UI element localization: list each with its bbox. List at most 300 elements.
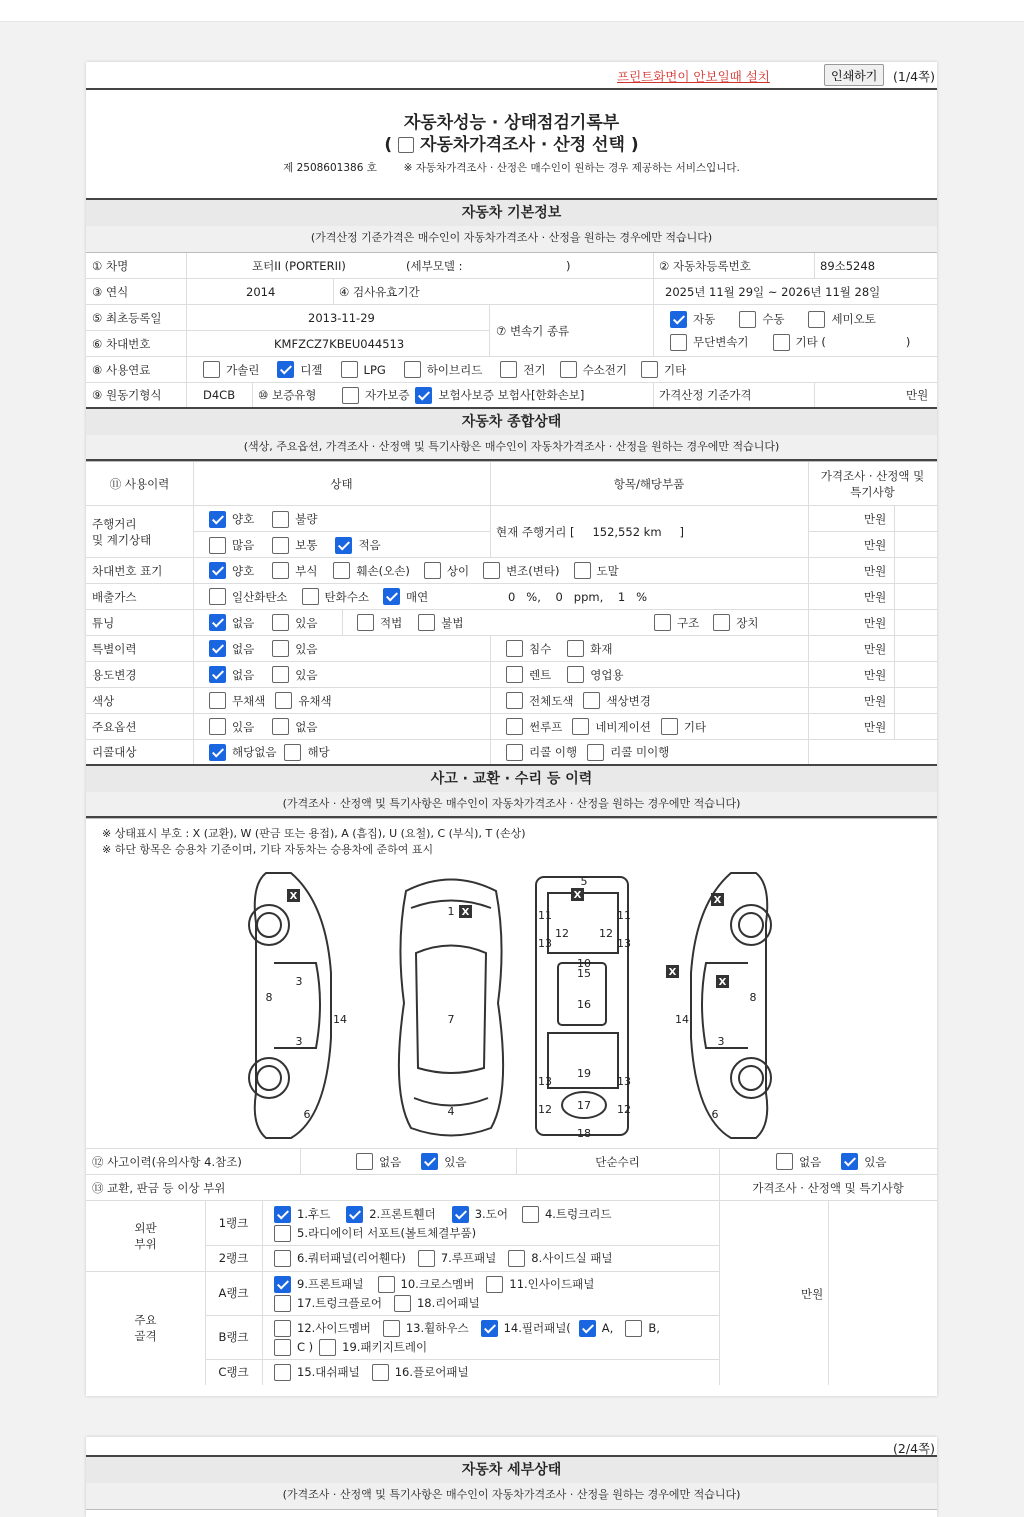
part-crossmember-checkbox[interactable] xyxy=(378,1276,395,1293)
svg-text:X: X xyxy=(289,891,298,902)
install-print-link[interactable]: 프린트화면이 안보일때 설치 xyxy=(617,69,770,84)
diag-label-15: 15 xyxy=(577,967,591,980)
part-crossmember-label: 10.크로스멤버 xyxy=(400,1277,475,1291)
diag-label-3a: 3 xyxy=(295,975,303,988)
emission-label: 배출가스 xyxy=(92,589,137,604)
pillar-c-checkbox[interactable] xyxy=(274,1339,291,1356)
doc-number: 제 2508601386 호 xyxy=(283,162,377,174)
part-insidepanel-label: 11.인사이드패널 xyxy=(509,1277,595,1291)
simple-exists-checkbox[interactable] xyxy=(841,1153,858,1170)
rankA-label: A랭크 xyxy=(218,1286,249,1300)
col-item: 항목/해당부품 xyxy=(613,476,685,491)
report-page-1 xyxy=(86,62,937,1396)
overall-title: 자동차 종합상태 xyxy=(461,414,562,430)
meter-bad-label: 불량 xyxy=(295,512,318,526)
part-radiator-label: 5.라디에이터 서포트(볼트체결부품) xyxy=(297,1226,477,1240)
part-pillar-label: 14.필러패널( xyxy=(503,1321,571,1335)
mileage-few-label: 적음 xyxy=(358,538,381,552)
part-quarter-checkbox[interactable] xyxy=(274,1250,291,1267)
hc-checkbox[interactable] xyxy=(302,588,319,605)
top-bar xyxy=(0,0,1024,22)
overall-col-header xyxy=(86,462,937,506)
first-reg-value: 2013-11-29 xyxy=(308,311,375,325)
svg-text:X: X xyxy=(718,977,727,988)
tuning-exists-checkbox[interactable] xyxy=(272,614,289,631)
special-exists-label: 있음 xyxy=(295,641,318,656)
svg-text:X: X xyxy=(713,895,722,906)
pillar-b-label: B, xyxy=(648,1321,660,1335)
mileage-many-label: 많음 xyxy=(232,538,255,552)
part-rearpanel-label: 18.리어패널 xyxy=(416,1296,480,1310)
diag-label-7: 7 xyxy=(447,1013,455,1026)
col-history: ⑪ 사용이력 xyxy=(109,476,170,491)
recall-yes-label: 해당 xyxy=(307,745,330,759)
legend-note: ※ 상태표시 부호 : X (교환), W (판금 또는 용접), A (흠집), U (요철), C (부식), T (손상) xyxy=(102,827,526,840)
mileage-many-checkbox[interactable] xyxy=(209,537,226,554)
outer-label: 외판 xyxy=(134,1221,157,1235)
detail-header xyxy=(86,1457,937,1510)
diag-label-13a: 13 xyxy=(538,937,552,950)
options-etc-checkbox[interactable] xyxy=(661,718,678,735)
part-floor-checkbox[interactable] xyxy=(372,1364,389,1381)
col-price: 가격조사 · 산정액 및 xyxy=(820,468,925,483)
tuning-structure-checkbox[interactable] xyxy=(654,614,671,631)
trans-cvt-label: 무단변속기 xyxy=(693,335,749,349)
emission-values: 0 %, 0 ppm, 1 % xyxy=(508,589,648,604)
fuel-electric-label: 전기 xyxy=(523,362,546,377)
row-engine xyxy=(86,383,937,409)
diag-label-13c: 13 xyxy=(538,1075,552,1088)
recall-done-label: 리콜 이행 xyxy=(529,745,578,759)
mileage-few-checkbox[interactable] xyxy=(335,537,352,554)
fuel-hydrogen-label: 수소전기 xyxy=(582,362,628,377)
current-mileage-value: 152,552 km xyxy=(592,524,662,539)
row-usage xyxy=(86,662,937,688)
title-sub-text: 자동차가격조사 · 산정 선택 xyxy=(420,135,625,155)
trans-auto-checkbox[interactable] xyxy=(670,311,687,328)
row-options xyxy=(86,714,937,740)
business-checkbox[interactable] xyxy=(567,666,584,683)
options-label: 주요옵션 xyxy=(92,719,137,734)
pillar-a-checkbox[interactable] xyxy=(579,1320,596,1337)
overall-subtitle: (색상, 주요옵션, 가격조사 · 산정액 및 특기사항은 매수인이 자동차가격조사 · 산정을 원하는 경우에만 적습니다) xyxy=(86,435,937,461)
diag-label-14a: 14 xyxy=(333,1013,347,1026)
recall-not-checkbox[interactable] xyxy=(587,744,604,761)
first-reg-label: ⑤ 최초등록일 xyxy=(92,311,162,325)
accident-none-label: 없음 xyxy=(379,1154,402,1169)
row-accident-history xyxy=(86,1149,937,1175)
diag-label-10: 10 xyxy=(577,957,591,970)
inspection-label: ④ 검사유효기간 xyxy=(339,284,420,299)
diag-label-3c: 3 xyxy=(717,1035,725,1048)
row-vin-mark xyxy=(86,558,937,584)
basic-info-header xyxy=(86,200,937,253)
diag-label-12b: 12 xyxy=(599,927,613,940)
options-price-unit: 만원 xyxy=(864,719,887,734)
part-pillar-checkbox[interactable] xyxy=(481,1320,498,1337)
row-mileage xyxy=(86,506,937,558)
part-insidepanel-checkbox[interactable] xyxy=(486,1276,503,1293)
part-door-label: 3.도어 xyxy=(474,1207,508,1221)
page2-number: (2/4쪽) xyxy=(893,1441,935,1456)
overall-header xyxy=(86,409,937,462)
usage-exists-checkbox[interactable] xyxy=(272,666,289,683)
color-change-label: 색상변경 xyxy=(606,693,651,708)
row-emission xyxy=(86,584,937,610)
part-radiator-checkbox[interactable] xyxy=(274,1225,291,1242)
model-close: ) xyxy=(566,258,571,273)
vin-price-unit: 만원 xyxy=(864,563,887,578)
part-frontpanel-checkbox[interactable] xyxy=(274,1276,291,1293)
col-price-2: 특기사항 xyxy=(850,484,895,499)
trans-etc-label: 기타 ( xyxy=(795,335,826,349)
vin-damaged-checkbox[interactable] xyxy=(333,562,350,579)
simple-none-checkbox[interactable] xyxy=(776,1153,793,1170)
fuel-label: ⑧ 사용연료 xyxy=(92,362,151,377)
part-dash-label: 15.대쉬패널 xyxy=(297,1365,360,1379)
fire-label: 화재 xyxy=(590,641,613,656)
detail-title: 자동차 세부상태 xyxy=(461,1462,562,1478)
diag-label-19: 19 xyxy=(577,1067,591,1080)
trans-semi-checkbox[interactable] xyxy=(808,311,825,328)
flood-label: 침수 xyxy=(529,641,552,656)
regno-value: 89소5248 xyxy=(820,258,876,273)
diag-label-4: 4 xyxy=(447,1105,455,1118)
sunroof-checkbox[interactable] xyxy=(506,718,523,735)
part-sidesill-label: 8.사이드실 패널 xyxy=(531,1251,613,1265)
page2-toolbar xyxy=(86,1437,937,1457)
warranty-ins-value: 한화손보 xyxy=(535,388,580,402)
color-price-unit: 만원 xyxy=(864,693,887,708)
basic-info-subtitle: (가격산정 기준가격은 매수인이 자동차가격조사 · 산정을 원하는 경우에만 적습니다) xyxy=(86,226,937,252)
part-trunk-checkbox[interactable] xyxy=(522,1206,539,1223)
car-diagram xyxy=(86,863,937,1153)
tuning-device-label: 장치 xyxy=(736,615,759,630)
tuning-label: 튜닝 xyxy=(92,615,115,630)
year-label: ③ 연식 xyxy=(92,284,129,299)
warranty-ins-label: 보험사보증 보험사[ xyxy=(438,388,536,402)
special-none-checkbox[interactable] xyxy=(209,640,226,657)
mileage-normal-label: 보통 xyxy=(295,538,318,552)
usage-exists-label: 있음 xyxy=(295,667,318,682)
recall-label: 리콜대상 xyxy=(92,745,137,759)
meter-bad-checkbox[interactable] xyxy=(272,511,289,528)
part-sidemember-checkbox[interactable] xyxy=(274,1320,291,1337)
year-value: 2014 xyxy=(246,284,276,299)
usage-price-unit: 만원 xyxy=(864,667,887,682)
trans-cvt-checkbox[interactable] xyxy=(670,334,687,351)
pillar-b-checkbox[interactable] xyxy=(625,1320,642,1337)
business-label: 영업용 xyxy=(590,667,624,682)
vin-diff-label: 상이 xyxy=(446,563,470,578)
special-none-label: 없음 xyxy=(232,641,255,656)
part-quarter-label: 6.쿼터패널(리어휀다) xyxy=(297,1251,406,1265)
recall-done-checkbox[interactable] xyxy=(506,744,523,761)
part-fender-checkbox[interactable] xyxy=(346,1206,363,1223)
fuel-gasoline-checkbox[interactable] xyxy=(203,361,220,378)
special-exists-checkbox[interactable] xyxy=(272,640,289,657)
rankC-label: C랭크 xyxy=(218,1365,249,1379)
diag-label-5: 5 xyxy=(580,875,588,888)
chromatic-label: 유채색 xyxy=(298,693,332,708)
options-exists-label: 있음 xyxy=(232,719,255,734)
diag-label-14b: 14 xyxy=(675,1013,689,1026)
part-hood-checkbox[interactable] xyxy=(274,1206,291,1223)
pillar-c-label: C ) xyxy=(297,1340,314,1354)
current-mileage-close: ] xyxy=(679,524,685,539)
parts-price-unit: 만원 xyxy=(801,1287,824,1301)
chromatic-checkbox[interactable] xyxy=(275,692,292,709)
price-check-checkbox[interactable] xyxy=(398,137,414,153)
diag-label-13d: 13 xyxy=(617,1075,631,1088)
svg-text:X: X xyxy=(668,967,677,978)
part-frontpanel-label: 9.프론트패널 xyxy=(297,1277,364,1291)
page-toolbar xyxy=(86,62,937,88)
simple-exists-label: 있음 xyxy=(864,1154,887,1169)
fuel-hybrid-checkbox[interactable] xyxy=(404,361,421,378)
model-label: (세부모델 : xyxy=(406,258,463,273)
part-package-checkbox[interactable] xyxy=(319,1339,336,1356)
tuning-device-checkbox[interactable] xyxy=(713,614,730,631)
parts-table xyxy=(86,1201,937,1385)
emission-price-unit: 만원 xyxy=(864,589,887,604)
diag-label-13b: 13 xyxy=(617,937,631,950)
paren-open: ( xyxy=(384,135,393,155)
options-none-checkbox[interactable] xyxy=(272,718,289,735)
recall-not-label: 리콜 미이행 xyxy=(610,745,670,759)
fuel-electric-checkbox[interactable] xyxy=(500,361,517,378)
main-label-2: 골격 xyxy=(134,1329,157,1343)
part-rearpanel-checkbox[interactable] xyxy=(394,1295,411,1312)
recall-na-label: 해당없음 xyxy=(232,745,277,759)
row-car-name xyxy=(86,253,937,279)
trans-manual-checkbox[interactable] xyxy=(739,311,756,328)
fuel-diesel-checkbox[interactable] xyxy=(277,361,294,378)
warranty-self-checkbox[interactable] xyxy=(342,387,359,404)
standard-note: ※ 하단 항목은 승용차 기준이며, 기타 자동차는 승용차에 준하여 표시 xyxy=(102,843,434,856)
diag-label-1: 1 xyxy=(447,905,455,918)
usage-none-label: 없음 xyxy=(232,667,255,682)
part-trunk-label: 4.트렁크리드 xyxy=(544,1207,612,1221)
diag-label-6b: 6 xyxy=(711,1108,719,1121)
fuel-lpg-checkbox[interactable] xyxy=(341,361,358,378)
title-sub xyxy=(86,130,937,155)
diag-label-17: 17 xyxy=(577,1099,591,1112)
doc-note: ※ 자동차가격조사 · 산정은 매수인이 원하는 경우 제공하는 서비스입니다. xyxy=(403,162,740,174)
vin-stolen-label: 도말 xyxy=(596,563,619,578)
current-mileage-label: 현재 주행거리 [ xyxy=(496,524,575,539)
special-label: 특별이력 xyxy=(92,641,137,656)
diag-label-11b: 11 xyxy=(617,909,631,922)
car-name-value: 포터II (PORTERII) xyxy=(252,258,346,273)
fire-checkbox[interactable] xyxy=(567,640,584,657)
options-none-label: 없음 xyxy=(295,719,318,734)
vin-stolen-checkbox[interactable] xyxy=(574,562,591,579)
part-roof-label: 7.루프패널 xyxy=(440,1251,497,1265)
mileage-label-1: 주행거리 xyxy=(92,516,137,531)
navi-checkbox[interactable] xyxy=(572,718,589,735)
col-state: 상태 xyxy=(330,476,353,491)
svg-text:X: X xyxy=(573,890,582,901)
vin-label: ⑥ 차대번호 xyxy=(92,337,151,351)
full-paint-checkbox[interactable] xyxy=(506,692,523,709)
part-roof-checkbox[interactable] xyxy=(418,1250,435,1267)
vin-good-label: 양호 xyxy=(232,563,255,578)
options-exists-checkbox[interactable] xyxy=(209,718,226,735)
color-change-checkbox[interactable] xyxy=(583,692,600,709)
fuel-gasoline-label: 가솔린 xyxy=(226,362,260,377)
regno-label: ② 자동차등록번호 xyxy=(659,258,751,273)
recall-yes-checkbox[interactable] xyxy=(284,744,301,761)
rank2-label: 2랭크 xyxy=(218,1251,249,1265)
diag-label-12d: 12 xyxy=(617,1103,631,1116)
diag-label-11a: 11 xyxy=(538,909,552,922)
fuel-etc-checkbox[interactable] xyxy=(641,361,658,378)
paren-close: ) xyxy=(630,135,639,155)
doc-number-line xyxy=(86,160,937,175)
tuning-legal-label: 적법 xyxy=(380,615,403,630)
parts-label: ⑬ 교환, 판금 등 이상 부위 xyxy=(92,1180,226,1195)
vin-rust-checkbox[interactable] xyxy=(272,562,289,579)
co-label: 일산화탄소 xyxy=(232,589,288,604)
row-firstreg-vin xyxy=(86,305,937,357)
fuel-lpg-label: LPG xyxy=(363,362,386,377)
hc-label: 탄화수소 xyxy=(324,589,369,604)
tuning-exists-label: 있음 xyxy=(295,615,318,630)
rank1-label: 1랭크 xyxy=(218,1216,249,1230)
outer-label-2: 부위 xyxy=(134,1237,157,1251)
base-price-label: 가격산정 기준가격 xyxy=(659,388,752,402)
tuning-none-label: 없음 xyxy=(232,615,255,630)
trans-auto-label: 자동 xyxy=(693,312,716,326)
vin-rust-text: 부식 xyxy=(295,563,318,578)
basic-info-title: 자동차 기본정보 xyxy=(461,205,562,221)
meter-good-checkbox[interactable] xyxy=(209,511,226,528)
sunroof-label: 썬루프 xyxy=(529,719,563,734)
row-fuel xyxy=(86,357,937,383)
vin-good-checkbox[interactable] xyxy=(209,562,226,579)
options-etc-label: 기타 xyxy=(683,719,707,734)
recall-na-checkbox[interactable] xyxy=(209,744,226,761)
part-trunkfloor-label: 17.트렁크플로어 xyxy=(297,1296,382,1310)
rent-checkbox[interactable] xyxy=(506,666,523,683)
diag-label-18: 18 xyxy=(577,1127,591,1140)
vin-diff-checkbox[interactable] xyxy=(424,562,441,579)
row-special xyxy=(86,636,937,662)
print-button[interactable]: 인쇄하기 xyxy=(824,64,884,86)
exchange-marks xyxy=(287,888,729,988)
achromatic-checkbox[interactable] xyxy=(209,692,226,709)
report-title xyxy=(86,88,937,200)
row-recall xyxy=(86,740,937,766)
fuel-etc-label: 기타 xyxy=(664,362,687,377)
part-fender-label: 2.프론트휀더 xyxy=(369,1207,436,1221)
trans-etc-checkbox[interactable] xyxy=(773,334,790,351)
part-door-checkbox[interactable] xyxy=(452,1206,469,1223)
diag-label-3b: 3 xyxy=(295,1035,303,1048)
tuning-illegal-checkbox[interactable] xyxy=(418,614,435,631)
part-wheelhouse-label: 13.휠하우스 xyxy=(405,1321,469,1335)
warranty-close: ] xyxy=(579,388,585,402)
vin-altered-checkbox[interactable] xyxy=(483,562,500,579)
title-main: 자동차성능 · 상태점검기록부 xyxy=(403,113,620,133)
trans-etc-close: ) xyxy=(905,335,911,349)
part-floor-label: 16.플로어패널 xyxy=(394,1365,469,1379)
special-price-unit: 만원 xyxy=(864,641,887,656)
diag-label-12c: 12 xyxy=(538,1103,552,1116)
car-diagram-area xyxy=(86,819,937,1149)
usage-none-checkbox[interactable] xyxy=(209,666,226,683)
warranty-label: ⑩ 보증유형 xyxy=(258,388,317,402)
transmission-label: ⑦ 변속기 종류 xyxy=(496,323,570,338)
achromatic-label: 무채색 xyxy=(232,693,266,708)
accident-subtitle: (가격조사 · 산정액 및 특기사항은 매수인이 자동차가격조사 · 산정을 원하는 경우에만 적습니다) xyxy=(86,792,937,818)
tuning-price-unit: 만원 xyxy=(864,615,887,630)
part-sidesill-checkbox[interactable] xyxy=(508,1250,525,1267)
tuning-illegal-label: 불법 xyxy=(441,615,464,630)
warranty-ins-checkbox[interactable] xyxy=(415,387,432,404)
page-number: (1/4쪽) xyxy=(893,69,935,84)
accident-exists-label: 있음 xyxy=(444,1154,467,1169)
accident-title: 사고 · 교환 · 수리 등 이력 xyxy=(430,771,593,787)
main-label: 주요 xyxy=(134,1313,157,1327)
smoke-label: 매연 xyxy=(405,589,429,604)
part-wheelhouse-checkbox[interactable] xyxy=(383,1320,400,1337)
warranty-self-label: 자가보증 xyxy=(365,388,410,402)
part-hood-label: 1.후드 xyxy=(297,1207,331,1221)
fuel-hydrogen-checkbox[interactable] xyxy=(560,361,577,378)
trans-semi-label: 세미오토 xyxy=(831,312,876,326)
accident-header xyxy=(86,766,937,819)
row-year xyxy=(86,279,937,305)
mileage-price-unit-2: 만원 xyxy=(864,538,887,552)
accident-none-checkbox[interactable] xyxy=(356,1153,373,1170)
rent-label: 렌트 xyxy=(529,667,552,682)
full-paint-label: 전체도색 xyxy=(529,693,574,708)
color-label: 색상 xyxy=(92,693,115,708)
smoke-checkbox[interactable] xyxy=(383,588,400,605)
vin-damaged-label: 훼손(오손) xyxy=(356,563,410,578)
engine-label: ⑨ 원동기형식 xyxy=(92,388,162,402)
part-trunkfloor-checkbox[interactable] xyxy=(274,1295,291,1312)
diag-label-16: 16 xyxy=(577,998,591,1011)
diag-label-6a: 6 xyxy=(303,1108,311,1121)
accident-exists-checkbox[interactable] xyxy=(421,1153,438,1170)
part-sidemember-label: 12.사이드멤버 xyxy=(297,1321,371,1335)
rankB-label: B랭크 xyxy=(218,1330,249,1344)
svg-text:X: X xyxy=(461,907,470,918)
part-dash-checkbox[interactable] xyxy=(274,1364,291,1381)
trans-manual-label: 수동 xyxy=(762,312,785,326)
meter-good-label: 양호 xyxy=(232,512,255,526)
usage-label: 용도변경 xyxy=(92,667,137,682)
simple-repair-label: 단순수리 xyxy=(595,1154,640,1169)
vin-value: KMFZCZ7KBEU044513 xyxy=(274,337,405,351)
diag-label-12a: 12 xyxy=(555,927,569,940)
mileage-normal-checkbox[interactable] xyxy=(272,537,289,554)
tuning-legal-checkbox[interactable] xyxy=(357,614,374,631)
row-parts-header xyxy=(86,1175,937,1201)
vin-mark-label: 차대번호 표기 xyxy=(92,563,163,578)
simple-none-label: 없음 xyxy=(799,1154,822,1169)
report-page-2 xyxy=(86,1437,937,1517)
flood-checkbox[interactable] xyxy=(506,640,523,657)
fuel-hybrid-label: 하이브리드 xyxy=(426,362,483,377)
car-name-label: ① 차명 xyxy=(92,258,129,273)
tuning-structure-label: 구조 xyxy=(677,615,700,630)
tuning-none-checkbox[interactable] xyxy=(209,614,226,631)
co-checkbox[interactable] xyxy=(209,588,226,605)
